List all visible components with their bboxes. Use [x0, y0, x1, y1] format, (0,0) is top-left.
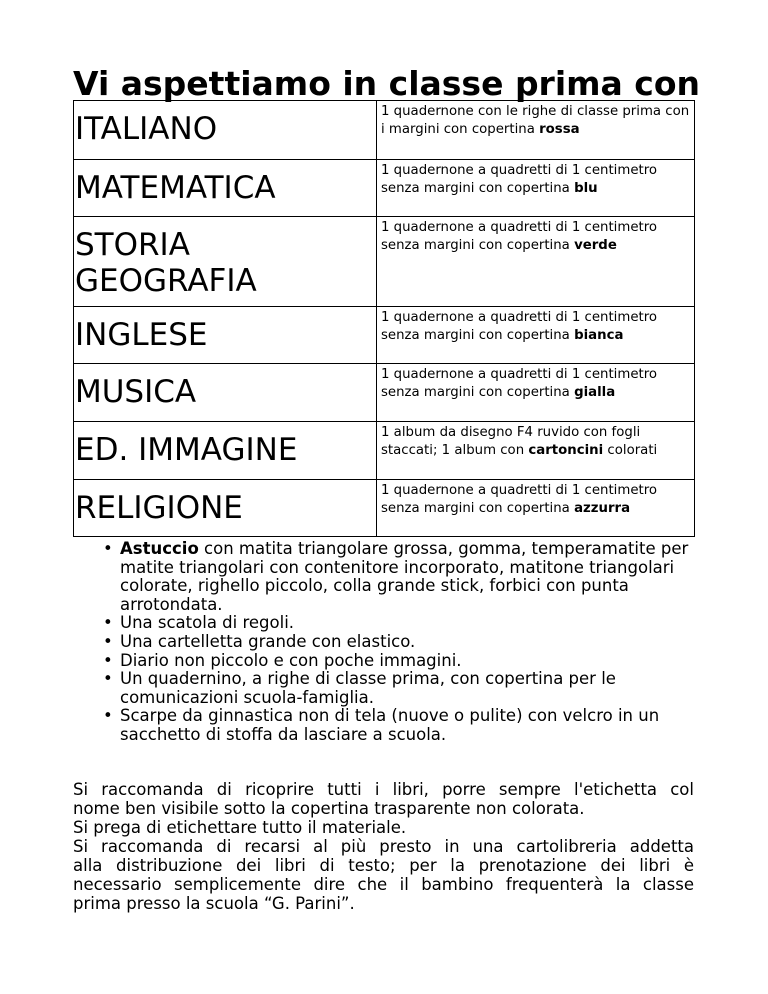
description-cell [377, 480, 695, 537]
subject-cell [74, 307, 377, 364]
subjects-table [73, 100, 695, 537]
table-row [74, 422, 695, 480]
subject-cell [74, 217, 377, 307]
description-cell [377, 101, 695, 160]
bullet-icon: • [103, 650, 113, 670]
subject-name: MUSICA [75, 374, 197, 410]
bullet-icon: • [103, 706, 113, 726]
table-row [74, 160, 695, 217]
note-line: nome ben visibile sotto la copertina trasparente non colorata. [73, 799, 585, 818]
subject-name: ED. IMMAGINE [75, 432, 298, 468]
subject-cell [74, 480, 377, 537]
subject-name: STORIA GEOGRAFIA [75, 227, 257, 299]
note-line: prima presso la scuola “G. Parini”. [73, 894, 355, 913]
list-item: • Una scatola di regoli. [103, 613, 295, 633]
list-item: • Diario non piccolo e con poche immagini. [103, 650, 462, 670]
subject-name: INGLESE [75, 317, 208, 353]
subject-cell [74, 101, 377, 160]
subject-description: 1 quadernone con le righe di classe prima con i margini con copertina rossa [381, 104, 690, 137]
note-line: Si raccomanda di ricoprire tutti i libri, porre sempre l'etichetta col [73, 780, 694, 799]
subject-name: ITALIANO [75, 111, 218, 147]
subject-name: RELIGIONE [75, 490, 243, 526]
subject-description: 1 quadernone a quadretti di 1 centimetro senza margini con copertina bianca [381, 310, 658, 343]
table-row [74, 217, 695, 307]
note-line: alla distribuzione dei libri di testo; per la prenotazione dei libri è [73, 856, 694, 875]
list-item: • Un quadernino, a righe di classe prima, con copertina per le comunicazioni scuola-famiglia. [103, 669, 616, 707]
subject-cell [74, 422, 377, 480]
note-line: Si raccomanda di recarsi al più presto in una cartolibreria addetta [73, 837, 694, 856]
table-row [74, 480, 695, 537]
subject-description: 1 quadernone a quadretti di 1 centimetro senza margini con copertina verde [381, 220, 658, 253]
table-row [74, 307, 695, 364]
description-cell [377, 422, 695, 480]
list-item: • Una cartelletta grande con elastico. [103, 631, 416, 651]
subject-description: 1 quadernone a quadretti di 1 centimetro senza margini con copertina azzurra [381, 483, 658, 516]
table-row [74, 101, 695, 160]
notes-section [73, 780, 694, 913]
bullet-icon: • [103, 539, 113, 558]
subject-cell [74, 364, 377, 422]
description-cell [377, 307, 695, 364]
bullet-icon: • [103, 631, 113, 651]
subject-name: MATEMATICA [75, 170, 276, 206]
list-item: • Scarpe da ginnastica non di tela (nuove o pulite) con velcro in un sacchetto di stoffa da lasciare a scuola. [103, 706, 660, 744]
supplies-list [103, 540, 703, 745]
note-line: Si prega di etichettare tutto il materiale. [73, 818, 407, 837]
description-cell [377, 364, 695, 422]
list-item: • Astuccio con matita triangolare grossa, gomma, temperamatite per matite triangolari con contenitore incorporato, matitone triangolari colorate, righello piccolo, colla grande stick, forbici con punta arrotondata. [103, 539, 689, 614]
description-cell [377, 217, 695, 307]
page-title: Vi aspettiamo in classe prima con [73, 64, 701, 103]
note-line: necessario semplicemente dire che il bambino frequenterà la classe [73, 875, 694, 894]
table-row [74, 364, 695, 422]
bullet-icon: • [103, 613, 113, 633]
bullet-icon: • [103, 669, 113, 689]
description-cell [377, 160, 695, 217]
subject-cell [74, 160, 377, 217]
subject-description: 1 quadernone a quadretti di 1 centimetro senza margini con copertina blu [381, 163, 658, 196]
subject-description: 1 album da disegno F4 ruvido con fogli staccati; 1 album con cartoncini colorati [381, 425, 658, 458]
subject-description: 1 quadernone a quadretti di 1 centimetro senza margini con copertina gialla [381, 367, 658, 400]
